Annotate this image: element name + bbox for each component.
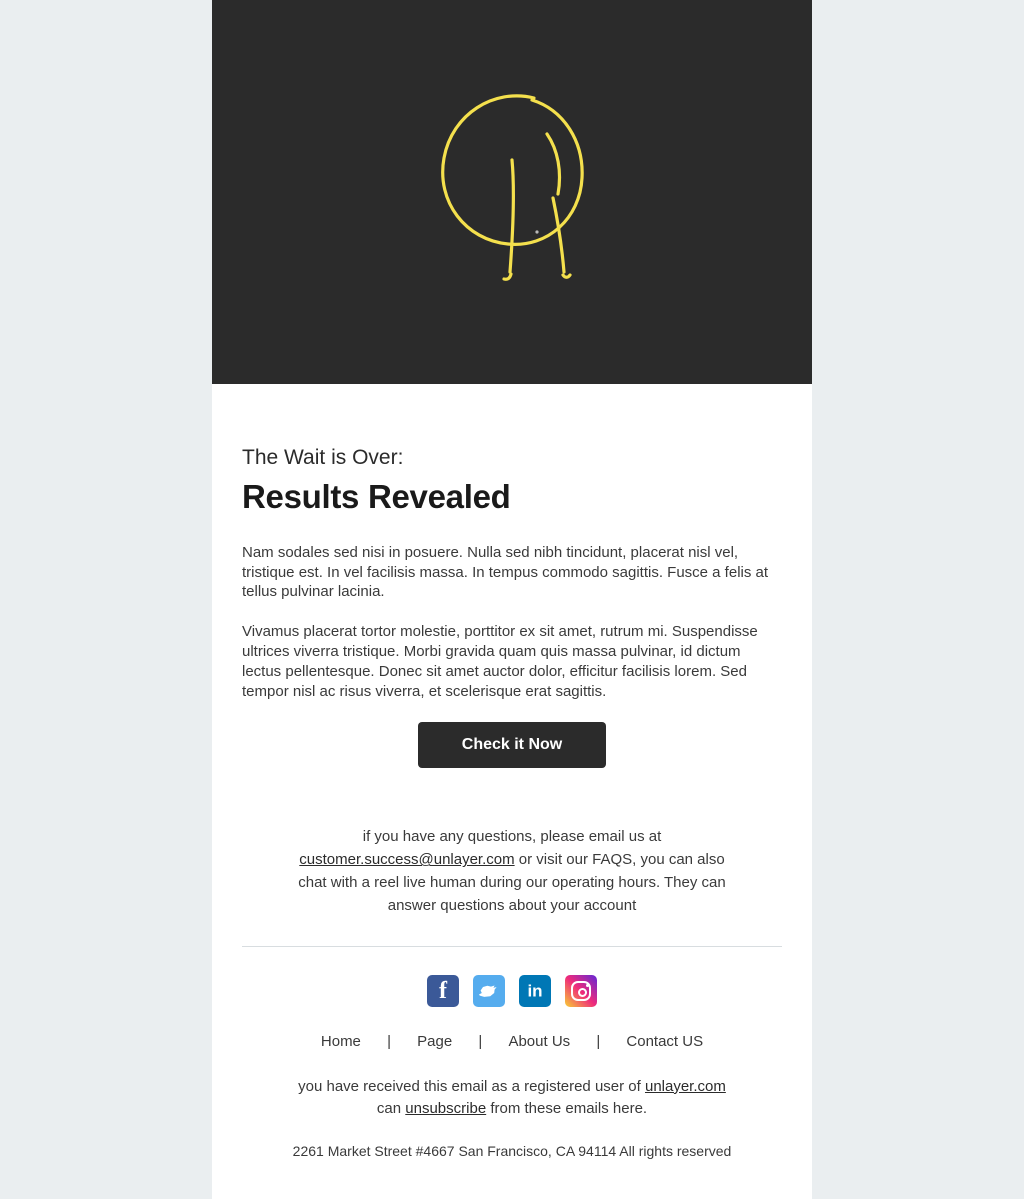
instagram-icon[interactable]: [565, 975, 597, 1007]
legal-prefix: you have received this email as a registered user of: [298, 1077, 641, 1095]
facebook-icon[interactable]: [427, 975, 459, 1007]
eyebrow-text: The Wait is Over:: [242, 446, 404, 469]
footer-link-about-us[interactable]: About Us: [508, 1032, 571, 1050]
twitter-icon[interactable]: [473, 975, 505, 1007]
body-section: [212, 384, 812, 946]
footer-link-contact-us[interactable]: Contact US: [626, 1032, 704, 1050]
support-email-link[interactable]: customer.success@unlayer.com: [299, 851, 515, 869]
social-links: [242, 975, 782, 1007]
nav-separator-1: |: [387, 1032, 391, 1050]
support-text: [242, 826, 782, 945]
instagram-lens: [578, 988, 587, 997]
linkedin-icon[interactable]: [519, 975, 551, 1007]
footer-link-page[interactable]: Page: [417, 1032, 453, 1050]
support-line-2: or visit our FAQS, you can also: [518, 851, 725, 869]
paragraph-1: Nam sodales sed nisi in posuere. Nulla sed nibh tincidunt, placerat nisl vel, tristique est. In vel facilisis massa. In tempus commodo sagittis. Fusce a felis at tellus pulvinar lacinia.: [242, 543, 769, 601]
nav-separator-2: |: [478, 1032, 483, 1050]
support-line-1: if you have any questions, please email us at: [362, 828, 662, 846]
footer-section: [212, 947, 812, 1199]
unlayer-site-link[interactable]: unlayer.com: [644, 1077, 726, 1095]
footer-link-home[interactable]: Home: [320, 1032, 361, 1050]
handwritten-q-logo-icon: [382, 62, 642, 322]
paragraph-2: Vivamus placerat tortor molestie, porttitor ex sit amet, rutrum mi. Suspendisse ultrices viverra tristique. Morbi gravida quam quis massa pulvinar, id dictum lectus pellentesque. Donec sit amet auctor dolor, efficitur facilisis lorem. Sed tempor nisl ac risus viverra, et scelerisque erat sagittis.: [242, 623, 758, 700]
legal-suffix: from these emails here.: [490, 1100, 648, 1118]
cta-row: [242, 722, 782, 768]
hero-banner: [212, 0, 812, 384]
legal-middle: can: [376, 1100, 402, 1118]
footer-nav: [242, 1033, 782, 1050]
address-text: 2261 Market Street #4667 San Francisco, CA 94114 All rights reserved: [292, 1143, 732, 1160]
nav-separator-3: |: [596, 1032, 601, 1050]
email-container: [212, 0, 812, 1199]
check-it-now-button[interactable]: Check it Now: [418, 722, 606, 768]
support-line-3: chat with a reel live human during our operating hours. They can: [298, 874, 726, 892]
legal-text: [242, 1076, 782, 1122]
unsubscribe-link[interactable]: unsubscribe: [405, 1100, 487, 1118]
support-line-4: answer questions about your account: [387, 896, 637, 914]
instagram-dot: [586, 984, 589, 987]
page-title: Results Revealed: [242, 478, 511, 516]
